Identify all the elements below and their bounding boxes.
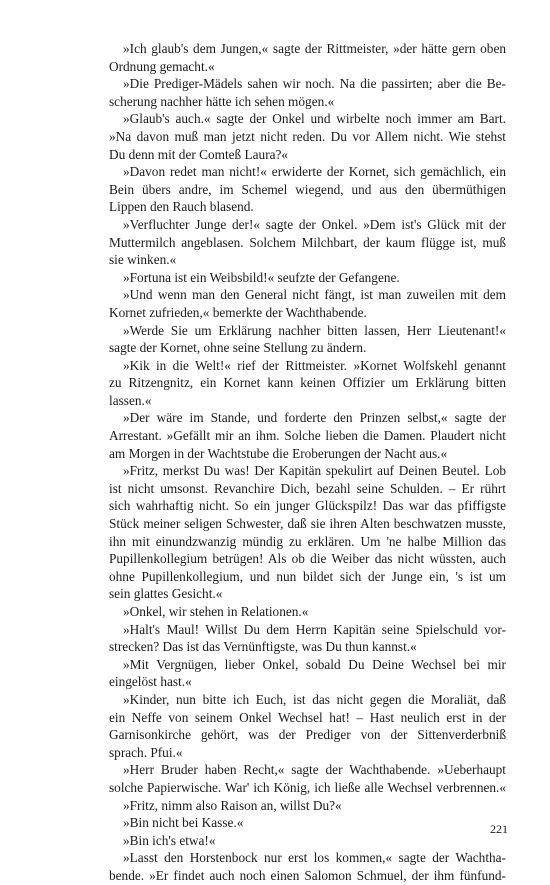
- text-line: ohne Pupillenkollegium, und nun bildet sich der Junge ein, 's ist um: [109, 568, 506, 584]
- text-line: »Fritz, merkst Du was! Der Kapitän spekulirt auf Deinen Beutel. Lob: [123, 463, 506, 479]
- text-line: zu Ritzengnitz, ein Kornet kann keinen Offizier um Erklärung bitten: [109, 375, 506, 391]
- text-line: Stück meiner seligen Schwester, daß sie ihren Alten beschwatzen musste,: [109, 516, 506, 532]
- text-line: »Fritz, nimm also Raison an, willst Du?«: [123, 797, 342, 813]
- text-line: Pupillenkollegium betrügen! Als ob die Weiber das nicht wüssten, auch: [109, 551, 506, 567]
- body-text: [109, 40, 506, 885]
- text-line: »Kik in die Welt!« rief der Rittmeister. »Kornet Wolfskehl genannt: [123, 357, 506, 373]
- text-line: »Mit Vergnügen, lieber Onkel, sobald Du Deine Wechsel bei mir: [123, 656, 506, 672]
- text-line: Bein übers andre, im Schemel wiegend, und aus den übermüthigen: [109, 181, 506, 197]
- text-line: sagte der Kornet, ohne seine Stellung zu ändern.: [109, 340, 367, 356]
- text-line: ein Neffe von seinem Onkel Wechsel hat! – Hast neulich erst in der: [109, 709, 506, 725]
- text-line: bende. »Er findet auch noch einen Salomon Schmuel, der ihm fünfund-: [109, 867, 506, 883]
- text-line: eingelöst hast.«: [109, 674, 192, 690]
- text-line: sie winken.«: [109, 252, 177, 268]
- text-line: ist nicht umsonst. Revanchire Dich, bezahl seine Schulden. – Er rührt: [109, 480, 506, 496]
- text-line: strecken? Das ist das Vernünftigste, was Du thun kannst.«: [109, 639, 417, 655]
- text-line: »Na davon muß man jetzt nicht reden. Du vor Allem nicht. Wie stehst: [109, 128, 506, 144]
- text-line: lassen.«: [109, 392, 152, 408]
- text-line: »Bin nicht bei Kasse.«: [123, 815, 244, 831]
- text-line: »Bin ich's etwa!«: [123, 832, 216, 848]
- text-line: »Ich glaub's dem Jungen,« sagte der Rittmeister, »der hätte gern oben: [123, 41, 506, 56]
- text-line: »Davon redet man nicht!« erwiderte der Kornet, sich gemächlich, ein: [123, 164, 506, 180]
- text-line: ihn mit einundzwanzig mündig zu erklären. Um 'ne halbe Million das: [109, 533, 506, 549]
- text-line: sprach. Pfui.«: [109, 744, 183, 760]
- text-line: »Kinder, nun bitte ich Euch, ist das nicht gegen die Moraliät, daß: [123, 691, 506, 707]
- text-line: »Der wäre im Stande, und forderte den Prinzen selbst,« sagte der: [123, 410, 506, 426]
- text-line: sein glattes Gesicht.«: [109, 586, 223, 602]
- text-line: »Halt's Maul! Willst Du dem Herrn Kapitän seine Spielschuld vor-: [123, 621, 506, 637]
- text-line: »Und wenn man den General nicht fängt, ist man zuweilen mit dem: [123, 287, 506, 303]
- text-line: »Verfluchter Junge der!« sagte der Onkel. »Dem ist's Glück mit der: [123, 216, 506, 232]
- text-line: »Herr Bruder haben Recht,« sagte der Wachthabende. »Ueberhaupt: [123, 762, 506, 778]
- text-line: »Fortuna ist ein Weibsbild!« seufzte der Gefangene.: [123, 269, 400, 285]
- text-line: sich wahrhaftig nicht. So ein junger Glückspilz! Das war das pfiffigste: [109, 498, 506, 514]
- text-line: »Glaub's auch.« sagte der Onkel und wirbelte noch immer am Bart.: [123, 111, 506, 127]
- text-line: »Onkel, wir stehen in Relationen.«: [123, 604, 309, 619]
- text-line: »Lasst den Horstenbock nur erst los kommen,« sagte der Wachtha-: [123, 850, 506, 866]
- text-line: Ordnung gemacht.«: [109, 58, 215, 74]
- text-line: Lippen den Rauch blasend.: [109, 199, 254, 215]
- text-line: Du denn mit der Comteß Laura?«: [109, 146, 289, 162]
- text-line: Garnisonkirche gehört, was der Prediger von der Sittenverderbniß: [109, 727, 506, 743]
- text-line: »Die Prediger-Mädels sahen wir noch. Na die passirten; aber die Be-: [123, 76, 506, 92]
- text-line: am Morgen in der Wachtstube die Eroberungen der Nacht aus.«: [109, 445, 448, 461]
- text-line: Arrestant. »Gefällt mir an ihm. Solche lieben die Damen. Plaudert nicht: [109, 428, 506, 444]
- page-number: 221: [490, 822, 508, 836]
- text-line: solche Papierwische. War' ich König, ich ließe alle Wechsel verbrennen.«: [109, 779, 506, 795]
- text-line: scherung nachher hätte ich sehen mögen.«: [109, 93, 335, 109]
- text-line: Kornet zufrieden,« bemerkte der Wachthabende.: [109, 304, 367, 320]
- text-line: »Werde Sie um Erklärung nachher bitten lassen, Herr Lieutenant!«: [123, 322, 506, 338]
- text-line: Muttermilch angeblasen. Solchem Milchbart, der kaum flügge ist, muß: [109, 234, 506, 250]
